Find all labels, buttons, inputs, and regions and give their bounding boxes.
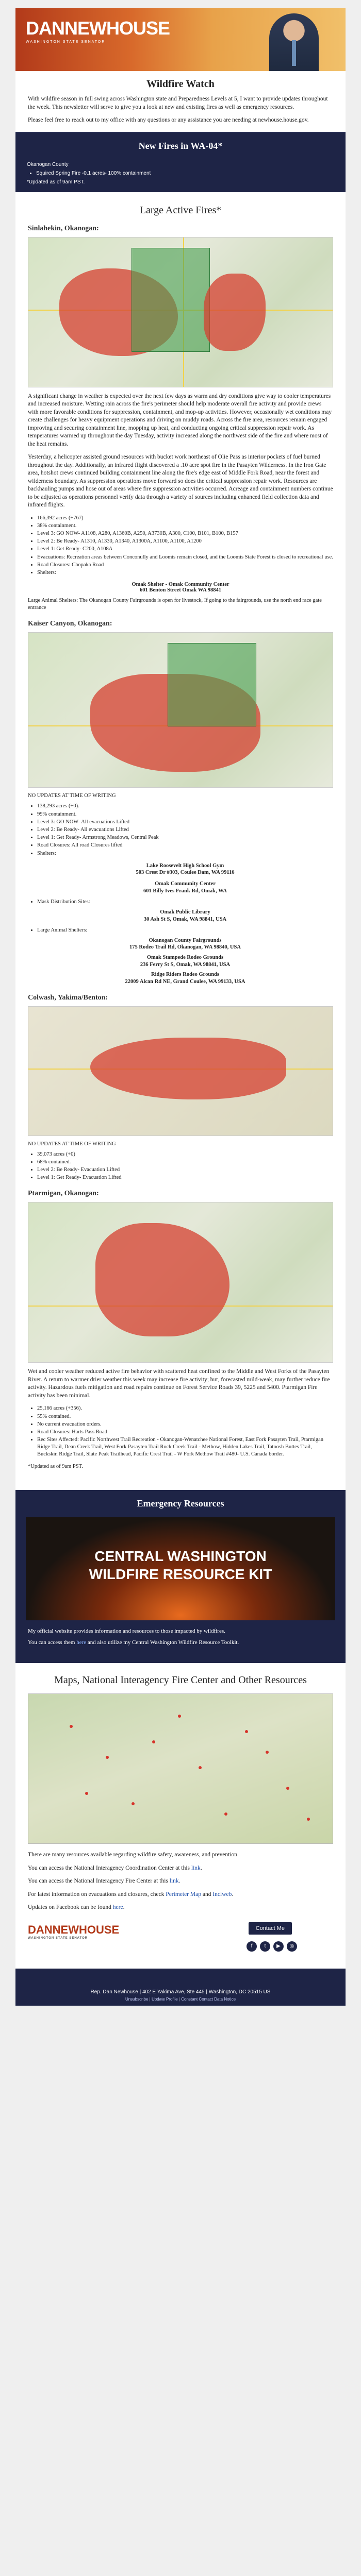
fact-item: • Level 2: Be Ready- A1310, A1330, A1340, A1300A, A1100, A1100, A1200	[37, 538, 333, 545]
fact-item: • Level 1: Get Ready- C200, A108A	[37, 546, 333, 553]
animal-shelter-address: 175 Rodeo Trail Rd, Okanogan, WA 98840, USA	[129, 944, 241, 951]
fact-item: • 25,166 acres (+356).	[37, 1405, 333, 1412]
maps-paragraph-1: There are many resources available regarding wildfire safety, awareness, and prevention.	[28, 1852, 239, 1858]
animal-shelter-address: 22009 Alcan Rd NE, Grand Coulee, WA 99133, USA	[125, 979, 245, 985]
emergency-paragraph-2: You can access them here and also utilize my Central Washington Wildfire Resource Toolkit.	[28, 1639, 239, 1646]
resource-kit-banner[interactable]	[26, 1517, 335, 1620]
shelter-address: 601 Billy Ives Frank Rd, Omak, WA	[143, 888, 227, 894]
intro-paragraph-2: Please feel free to reach out to my office with any questions or any assistance you are needing at newhouse.house.gov.	[28, 117, 309, 124]
sinlahekin-animal-shelters: Large Animal Shelters: The Okanogan County Fairgrounds is open for livestock, If going to the fairgrounds, use the north end race gate entrance	[28, 598, 322, 611]
large-fires-title: Large Active Fires*	[139, 204, 222, 216]
facebook-icon[interactable]: f	[247, 1941, 257, 1952]
resources-link[interactable]: here	[76, 1639, 87, 1646]
sinlahekin-paragraph-1: A significant change in weather is expected over the next few days as warm and dry conditions give way to cooler temperatures and increased moisture. Wetting rain across the fire's perimeter should help moderate overall fire activity and provide crews with more favorable conditions for suppression, containment, and mop-up activities. However, occasionally wet conditions may create challenges for heavy equipment operations and driving on muddy roads. Across the fire area, resources remain engaged improving and securing containment line, mopping up heat, and conducting ongoing critical suppression repair work. As temperatures warmed up throughout the day Tuesday, activity increased along the northwest side of the fire and where most of the heat remains.	[28, 393, 332, 447]
inciweb-link[interactable]: Inciweb	[212, 1891, 232, 1897]
mask-site-name: Omak Public Library	[160, 909, 210, 915]
maps-paragraph-5: Updates on Facebook can be found here.	[28, 1904, 125, 1911]
fact-item: • Evacuations: Recreation areas between Conconully and Loomis remain closed, and the Loomis State Forest is closed to recreational use.	[37, 554, 333, 561]
coordination-center-link[interactable]: link	[191, 1865, 201, 1871]
shelter-name: Omak Shelter - Omak Community Center	[132, 582, 229, 588]
fact-item: • Road Closures: Harts Pass Road	[37, 1429, 333, 1436]
fire-name-kaiser: Kaiser Canyon, Okanogan:	[28, 620, 112, 628]
contact-button[interactable]: Contact Me	[249, 1922, 292, 1935]
footer-address-bar	[15, 1984, 346, 2006]
fact-item: • No current evacuation orders.	[37, 1421, 333, 1428]
fact-item: • 39,073 acres (+0)	[37, 1151, 333, 1158]
maps-title: Maps, National Interagency Fire Center and Other Resources	[54, 1674, 307, 1686]
fact-item: • 55% contained.	[37, 1413, 333, 1420]
update-profile-link[interactable]: Update Profile	[151, 1996, 178, 2002]
portrait-photo	[269, 13, 319, 71]
newsletter	[15, 0, 346, 2006]
fire-locations-map	[28, 1693, 333, 1844]
update-note: *Updated as of 9am PST.	[27, 179, 85, 185]
ptarmigan-facts	[37, 1405, 333, 1458]
fact-item: • Road Closures: Chopaka Road	[37, 562, 333, 569]
newsletter-title: Wildfire Watch	[146, 78, 215, 90]
sinlahekin-paragraph-2: Yesterday, a helicopter assisted ground resources with bucket work northeast of Olie Pass as interior pockets of fuel burned throughout the day. Additionally, an infrared flight discovered a .10 acre spot fire in the Pasayten Wilderness. In the Iron Gate area, hotshot crews continued building containment line along the fire's edge east of Middle Fork Road, near the forest and wilderness boundary. As suppression operations move forward so does the critical suppression repair work. Resources are backhauling pumps and hose out of areas where fire suppression activities occurred. Acreage and containment numbers continue to be adjusted as operations personnel verify data through a variety of sources including enhanced field collection data and infrared flights.	[28, 454, 333, 509]
instagram-icon[interactable]: ◎	[287, 1941, 297, 1952]
fact-item: • 99% containment.	[37, 811, 333, 818]
fact-item: • 138,293 acres (+0).	[37, 803, 333, 810]
social-links	[243, 1941, 297, 1952]
update-note: *Updated as of 9am PST.	[28, 1463, 83, 1469]
kaiser-map	[28, 632, 333, 788]
fact-item: • Rec Sites Affected: Pacific Northwest Trail Recreation - Okanogan-Wenatchee National Forest, East Fork Pasayten Trail, Ptarmigan Ridge Trail, Dean Creek Trail, West Fork Pasayten Trail Rock Creek Trail - Methow, Hidden Lakes Trail, Tatoosh Buttes Trail, Buckskin Ridge Trail, Slate Peak Trailhead, Pacific Crest Trail - W Fork Methow Trail #480- U.S. Canada border.	[37, 1436, 333, 1459]
maps-paragraph-3: You can access the National Interagency Fire Center at this link.	[28, 1878, 180, 1885]
new-fires-section	[15, 132, 346, 192]
animal-shelters-label: • Large Animal Shelters:	[37, 927, 333, 934]
mask-site-address: 30 Ash St S, Omak, WA 98841, USA	[143, 916, 227, 922]
animal-shelter-name: Ridge Riders Rodeo Grounds	[151, 972, 219, 978]
emergency-section	[15, 1490, 346, 1664]
unsubscribe-link[interactable]: Unsubscribe	[125, 1996, 149, 2002]
fact-item: • Shelters:	[37, 850, 333, 857]
sinlahekin-facts	[37, 515, 333, 577]
kit-title-line-2: WILDFIRE RESOURCE KIT	[89, 1566, 272, 1582]
shelter-address: 601 Benton Street Omak WA 98841	[140, 587, 221, 594]
ptarmigan-paragraph: Wet and cooler weather reduced active fire behavior with scattered heat confined to the Middle and West Forks of the Pasayten River. A return to warmer drier weather this week may increase fire activity; but, forecasted mild-weak, may further reduce fire activity. Hazardous fuels mitigation and road repairs continue on Forest Service Roads 39, 5225 and 5400. Ptarmigan Fire activity has been minimal.	[28, 1368, 330, 1399]
fire-name-ptarmigan: Ptarmigan, Okanogan:	[28, 1190, 99, 1198]
fact-item: • 38% containment.	[37, 522, 333, 530]
animal-shelter-address: 236 Ferry St S, Omak, WA 98841, USA	[140, 961, 231, 968]
emergency-paragraph-1: My official website provides information and resources to those impacted by wildfires.	[28, 1628, 225, 1634]
twitter-icon[interactable]: t	[260, 1941, 270, 1952]
intro-paragraph-1: With wildfire season in full swing across Washington state and Preparedness Levels at 5, I want to provide updates throughout the week. This newsletter will serve to give you a look at new and existing fires as well as emergency resources.	[28, 96, 328, 110]
shelter-name: Lake Roosevelt High School Gym	[146, 862, 224, 869]
fire-name-colwash: Colwash, Yakima/Benton:	[28, 993, 108, 1002]
maps-paragraph-2: You can access the National Interagency Coordination Center at this link.	[28, 1865, 202, 1871]
animal-shelter-name: Omak Stampede Rodeo Grounds	[146, 955, 224, 961]
sinlahekin-map	[28, 237, 333, 387]
data-notice-link[interactable]: Constant Contact Data Notice	[181, 1996, 236, 2002]
logo-last-name: NEWHOUSE	[64, 18, 170, 39]
logo-first-name: DAN	[26, 18, 64, 39]
fact-item: • Shelters:	[37, 569, 333, 577]
ptarmigan-map	[28, 1202, 333, 1363]
view-online-bar[interactable]	[15, 0, 346, 8]
footer-band	[15, 1969, 346, 1984]
kaiser-status: NO UPDATES AT TIME OF WRITING	[28, 793, 116, 799]
header-logo	[26, 18, 170, 44]
kaiser-facts	[37, 803, 333, 857]
fact-item: • Level 3: GO NOW- A1108, A280, A1360B, A250, A3730B, A300, C100, B101, B100, B157	[37, 530, 333, 537]
logo-subtitle: WASHINGTON STATE SENATOR	[26, 40, 106, 44]
colwash-facts	[37, 1151, 333, 1182]
fact-item: • Level 2: Be Ready- Evacuation Lifted	[37, 1166, 333, 1174]
shelter-address: 503 Crest Dr #303, Coulee Dam, WA 99116	[136, 870, 235, 876]
colwash-map	[28, 1006, 333, 1136]
perimeter-map-link[interactable]: Perimeter Map	[166, 1891, 201, 1897]
new-fires-title: New Fires in WA-04*	[15, 132, 346, 159]
mask-sites-label: • Mask Distribution Sites:	[37, 899, 333, 906]
shelter-name: Omak Community Center	[155, 880, 216, 887]
footer-links: Unsubscribe | Update Profile | Constant Contact Data Notice	[125, 1996, 236, 2002]
youtube-icon[interactable]: ▶	[273, 1941, 284, 1952]
fact-item: • Level 1: Get Ready- Evacuation Lifted	[37, 1174, 333, 1181]
footer-address: Rep. Dan Newhouse | 402 E Yakima Ave, Ste 445 | Washington, DC 20515 US	[90, 1989, 271, 1995]
fact-item: • 68% contained.	[37, 1159, 333, 1166]
kit-title-line-1: CENTRAL WASHINGTON	[94, 1548, 267, 1564]
fire-center-link[interactable]: link	[169, 1878, 179, 1885]
colwash-status: NO UPDATES AT TIME OF WRITING	[28, 1141, 116, 1147]
footer-logo: DANNEWHOUSE WASHINGTON STATE SENATOR	[28, 1923, 120, 1940]
footer	[28, 1917, 333, 1969]
emergency-title: Emergency Resources	[137, 1498, 224, 1509]
header-banner	[15, 8, 346, 71]
facebook-link[interactable]: here	[112, 1904, 123, 1911]
fact-item: • 166,392 acres (+767)	[37, 515, 333, 522]
maps-paragraph-4: For latest information on evacuations and closures, check Perimeter Map and Inciweb.	[28, 1891, 234, 1897]
fact-item: • Road Closures: All road Closures lifted	[37, 842, 333, 849]
fact-item: • Level 2: Be Ready- All evacuations Lifted	[37, 826, 333, 834]
fire-name-sinlahekin: Sinlahekin, Okanogan:	[28, 224, 99, 232]
fact-item: • Level 1: Get Ready- Armstrong Meadows, Central Peak	[37, 834, 333, 841]
new-fire-item: • Squired Spring Fire -0.1 acres- 100% containment	[36, 171, 334, 176]
fact-item: • Level 3: GO NOW- All evacuations Lifted	[37, 819, 333, 826]
animal-shelter-name: Okanogan County Fairgrounds	[149, 937, 222, 943]
county-name: Okanogan County	[27, 161, 69, 167]
